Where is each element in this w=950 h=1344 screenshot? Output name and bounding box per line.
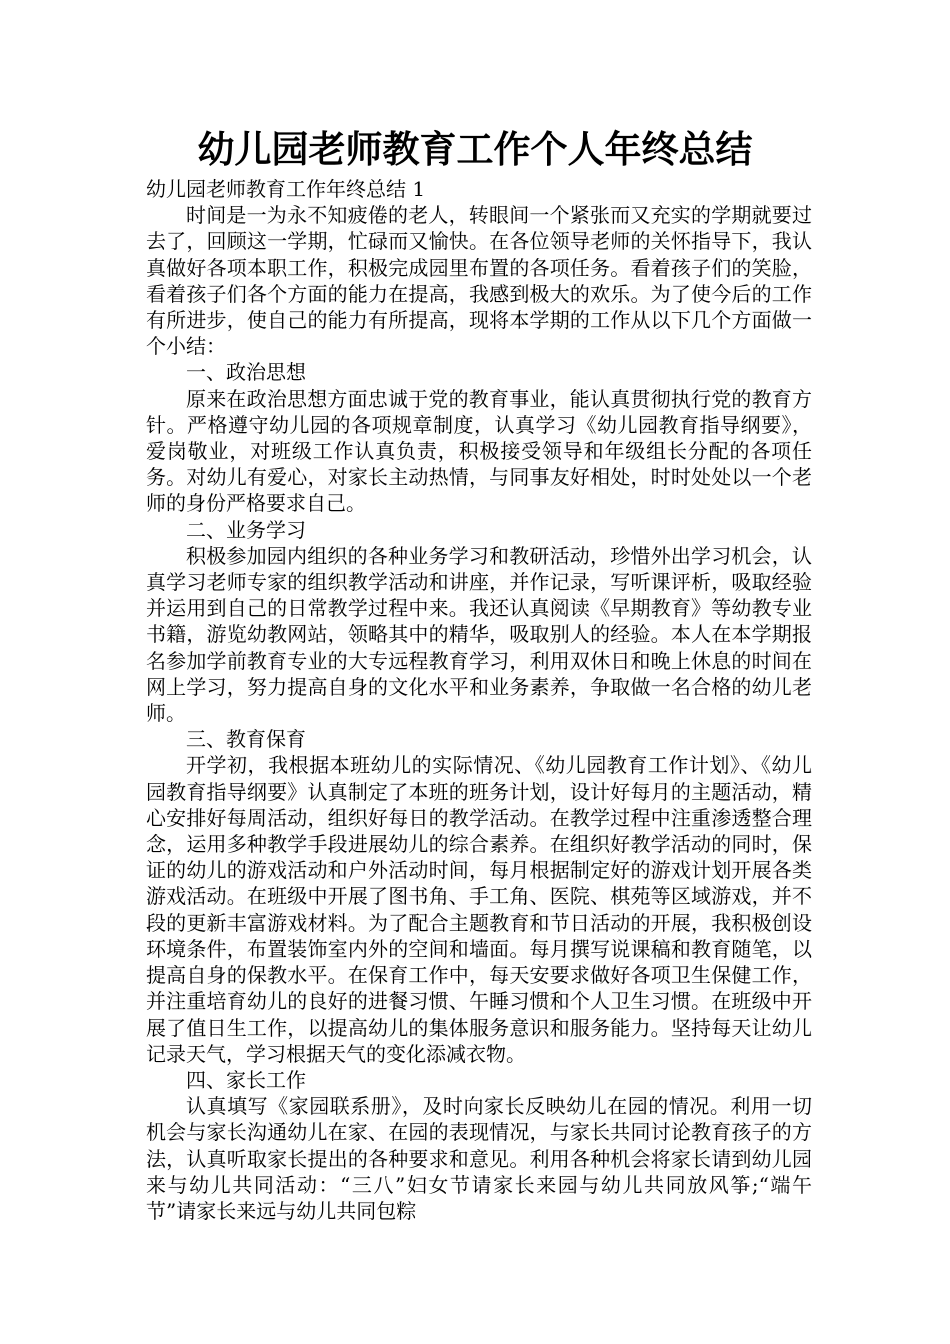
section-heading-education: 三、教育保育 xyxy=(186,727,306,752)
section-body-study: 积极参加园内组织的各种业务学习和教研活动，珍惜外出学习机会，认真学习老师专家的组织教学活动和讲座，并作记录，写听课评析，吸取经验并运用到自己的日常教学过程中来。我还认真阅读《早期教育》等幼教专业书籍，游览幼教网站，领略其中的精华，吸取别人的经验。本人在本学期报名参加学前教育专业的大专远程教育学习，利用双休日和晚上休息的时间在网上学习，努力提高自身的文化水平和业务素养，争取做一名合格的幼儿老师。 xyxy=(146,543,812,726)
section-body-education: 开学初，我根据本班幼儿的实际情况、《幼儿园教育工作计划》、《幼儿园教育指导纲要》认真制定了本班的班务计划，设计好每月的主题活动，精心安排好每周活动，组织好每日的教学活动。在教学过程中注重渗透整合理念，运用多种教学手段进展幼儿的综合素养。在组织好教学活动的同时，保证的幼儿的游戏活动和户外活动时间，每月根据制定好的游戏计划开展各类游戏活动。在班级中开展了图书角、手工角、医院、棋苑等区域游戏，并不段的更新丰富游戏材料。为了配合主题教育和节日活动的开展，我积极创设环境条件，布置装饰室内外的空间和墙面。每月撰写说课稿和教育随笔，以提高自身的保教水平。在保育工作中，每天安要求做好各项卫生保健工作，并注重培育幼儿的良好的进餐习惯、午睡习惯和个人卫生习惯。在班级中开展了值日生工作，以提高幼儿的集体服务意识和服务能力。坚持每天让幼儿记录天气，学习根据天气的变化添减衣物。 xyxy=(146,753,812,1066)
section-heading-politics: 一、政治思想 xyxy=(186,360,306,385)
document-body xyxy=(146,176,812,1224)
section-heading-study: 二、业务学习 xyxy=(186,517,306,542)
document-subtitle: 幼儿园老师教育工作年终总结 1 xyxy=(146,177,426,201)
document-title: 幼儿园老师教育工作个人年终总结 xyxy=(197,128,753,171)
intro-paragraph: 时间是一为永不知疲倦的老人，转眼间一个紧张而又充实的学期就要过去了，回顾这一学期，忙碌而又愉快。在各位领导老师的关怀指导下，我认真做好各项本职工作，积极完成园里布置的各项任务。看着孩子们的笑脸，看着孩子们各个方面的能力在提高，我感到极大的欢乐。为了使今后的工作有所进步，使自己的能力有所提高，现将本学期的工作从以下几个方面做一个小结： xyxy=(146,203,812,359)
section-body-parents: 认真填写《家园联系册》，及时向家长反映幼儿在园的情况。利用一切机会与家长沟通幼儿在家、在园的表现情况，与家长共同讨论教育孩子的方法，认真听取家长提出的各种要求和意见。利用各种机会将家长请到幼儿园来与幼儿共同活动：“三八”妇女节请家长来园与幼儿共同放风筝;“端午节”请家长来远与幼儿共同包粽 xyxy=(146,1094,812,1223)
section-body-politics: 原来在政治思想方面忠诚于党的教育事业，能认真贯彻执行党的教育方针。严格遵守幼儿园的各项规章制度，认真学习《幼儿园教育指导纲要》，爱岗敬业，对班级工作认真负责，积极接受领导和年级组长分配的各项任务。对幼儿有爱心，对家长主动热情，与同事友好相处，时时处处以一个老师的身份严格要求自己。 xyxy=(146,386,812,516)
section-heading-parents: 四、家长工作 xyxy=(186,1067,306,1092)
